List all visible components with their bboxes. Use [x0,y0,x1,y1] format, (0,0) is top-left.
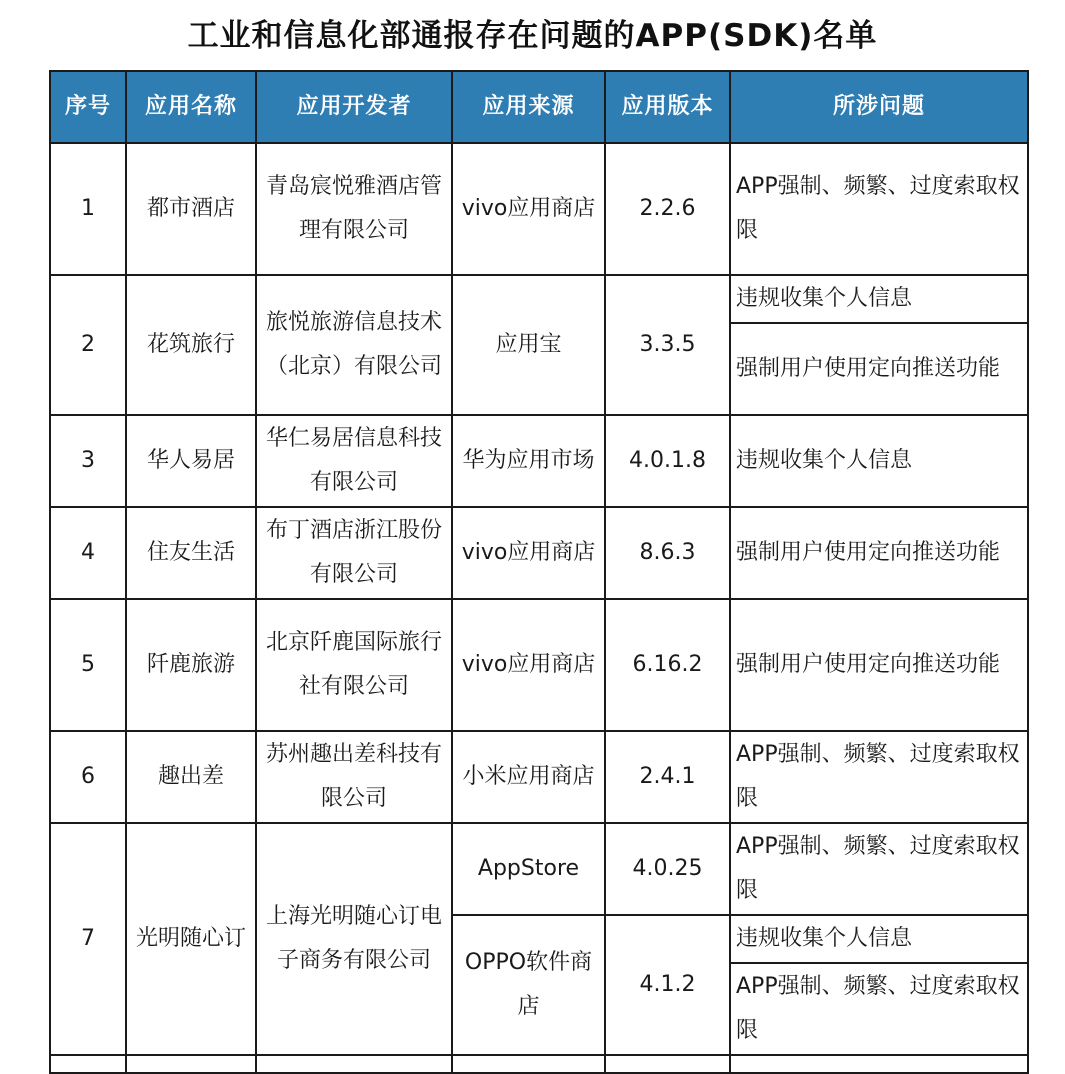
table-row-cutoff [50,1055,1028,1073]
row-app-name: 花筑旅行 [126,275,256,415]
row-seq: 3 [50,415,126,507]
table-header-row [50,71,1028,143]
row-app-name: 光明随心订 [126,823,256,1055]
row-developer: 青岛宸悦雅酒店管理有限公司 [256,143,452,275]
row-app-name: 华人易居 [126,415,256,507]
row-app-name: 阡鹿旅游 [126,599,256,731]
row-source: 应用宝 [452,275,605,415]
row-developer: 苏州趣出差科技有限公司 [256,731,452,823]
app-list-table [49,70,1029,1074]
row-issue: APP强制、频繁、过度索取权限 [730,823,1028,915]
page-title: 工业和信息化部通报存在问题的APP(SDK)名单 [187,18,878,54]
row-seq: 2 [50,275,126,415]
row-developer: 华仁易居信息科技有限公司 [256,415,452,507]
row-version: 3.3.5 [605,275,730,415]
row-cell-empty [452,1055,605,1073]
table-row [50,731,1028,823]
row-cell-empty [126,1055,256,1073]
row-source: vivo应用商店 [452,143,605,275]
row-seq: 4 [50,507,126,599]
row-version: 2.2.6 [605,143,730,275]
column-header-developer: 应用开发者 [256,71,452,143]
row-source: OPPO软件商店 [452,915,605,1055]
row-version: 8.6.3 [605,507,730,599]
row-source: 华为应用市场 [452,415,605,507]
row-seq: 6 [50,731,126,823]
row-issue: APP强制、频繁、过度索取权限 [730,963,1028,1055]
row-issue: 强制用户使用定向推送功能 [730,599,1028,731]
row-app-name: 趣出差 [126,731,256,823]
row-app-name: 住友生活 [126,507,256,599]
table-row [50,599,1028,731]
row-developer: 旅悦旅游信息技术（北京）有限公司 [256,275,452,415]
column-header-version: 应用版本 [605,71,730,143]
row-cell-empty [50,1055,126,1073]
row-issue: APP强制、频繁、过度索取权限 [730,143,1028,275]
row-source: 小米应用商店 [452,731,605,823]
column-header-app-name: 应用名称 [126,71,256,143]
row-seq: 5 [50,599,126,731]
column-header-issues: 所涉问题 [730,71,1028,143]
row-developer: 北京阡鹿国际旅行社有限公司 [256,599,452,731]
row-issue: 违规收集个人信息 [730,915,1028,963]
row-issue: 强制用户使用定向推送功能 [730,323,1028,415]
row-version: 4.1.2 [605,915,730,1055]
row-version: 6.16.2 [605,599,730,731]
row-cell-empty [730,1055,1028,1073]
row-issue: 强制用户使用定向推送功能 [730,507,1028,599]
row-developer: 布丁酒店浙江股份有限公司 [256,507,452,599]
row-app-name: 都市酒店 [126,143,256,275]
column-header-source: 应用来源 [452,71,605,143]
row-issue: APP强制、频繁、过度索取权限 [730,731,1028,823]
row-issue: 违规收集个人信息 [730,275,1028,323]
row-issue: 违规收集个人信息 [730,415,1028,507]
row-cell-empty [256,1055,452,1073]
row-source: vivo应用商店 [452,599,605,731]
row-developer: 上海光明随心订电子商务有限公司 [256,823,452,1055]
table-row [50,275,1028,323]
table-row [50,823,1028,915]
row-version: 2.4.1 [605,731,730,823]
row-seq: 1 [50,143,126,275]
row-source: AppStore [452,823,605,915]
table-row [50,415,1028,507]
table-row [50,143,1028,275]
column-header-seq: 序号 [50,71,126,143]
table-row [50,507,1028,599]
row-version: 4.0.25 [605,823,730,915]
row-cell-empty [605,1055,730,1073]
row-seq: 7 [50,823,126,1055]
row-source: vivo应用商店 [452,507,605,599]
row-version: 4.0.1.8 [605,415,730,507]
